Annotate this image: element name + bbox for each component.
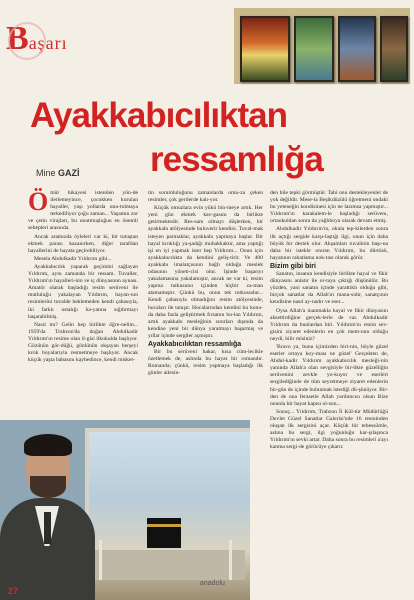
paragraph: tin sorumluluğunu zamanlarda omu-za çeken resimler, çok gerilerde kalı-yor. xyxy=(148,190,263,204)
paragraph: Bir bu serüveni bakar, kısa cüm-lecikle özetlemek de, aslında bu hayat bir romandır. Romanda; çünkü, resim yapmaya başladığı ilk günler ailesin- xyxy=(148,349,263,377)
paragraph: Sanatın, insanın kendisiyle birlikte hayal ve fikir dünyasını anlatır ile or-taya çıktığı düşünülür. Bu yüzden, yani sanatın içinde yarattıklı olduğu gibi, birçok sanatlar da Allah'ın mana-sıdır, sanatçının kendisine nasıl ay-nadır ve eser... xyxy=(270,271,388,306)
kaaba-band xyxy=(147,524,181,527)
article-column-1 xyxy=(28,187,138,420)
kaaba-painting xyxy=(85,428,250,600)
paragraph: Küçük omuzlara evin yükü bin-meye artık. Her yeni gün ekmek kav-gasını da birlikte getirmektedir. Res-sam olmayı düşlerken, bir ayakkabı atölyesinde buluverir kendini. Tuval-mak isteyen parmaklar, ayakkabı yapmaya başlar. Bir hayal kırıklığı ya-şadığı muhakkaktır, ama yaptığı işi en iyi yapmak ister hep Yıldırım... Onun için ayakkabıcılıkta da kendini geliş-tirir. Ve 400 ayakkabı imalatçısının bağlı olduğu meslek odasının yöneti-cisi olur. Işinde başarıyı yakalamasına yakalamıştır, ancak ne var ki, resim yapma tutkusunu içinden hiçbir za-man atamamıştır. Çünkü bu, onun tek tutkusudur... Kendi çabasıyla olmadığını resim atölyesinde, hocaları ile tanışır. Hocalarından kendini bu konu-da daha fazla geliştirmek fırsatını bu-lan Yıldırım, artık ayakkabı mesleğinin sınırları dışında da kendine yeni bir dünya yaratmayı başarmış ve yıllar içinde sergiler açmıştır. xyxy=(148,205,263,339)
paragraph: Sonuç... Yıldırım, Trabzon İl Kül-tür Müdürlüğü Devlet Güzel Sanatlar Galerisi'nde 16 resminden oluşan ilk sergisini açar. Küçük bir tebessümle, aslına bu sergi, ilgi yoğunluğu kar-şılaşınca Yıldırım'ın sevki artar. Daha sonra bu resimleri a'ayı kanma sergi-de görücüye çıkarır. xyxy=(270,408,388,451)
section-label-initial: B xyxy=(6,20,29,57)
author-last-name: GAZİ xyxy=(58,168,80,178)
paragraph: Ayakkabıcılık yaparak geçimini sağlayan Yıldırım, aynı zamanda bir ressam. Tuvaller, Yıldırım'ın hayalleri-nin ve iç dünyasının aynası. Amatör olarak başladığı resim serüveni ile mutluluğu yakalayan Yıldırım, hayatı-nın resimlerini tuvalde beklemeden kendi çabasıyla, iki farklı ustalığı ha-yatına sığdırmayı başarabilmiş. xyxy=(28,263,138,320)
wall-paintings-photo xyxy=(234,8,410,84)
subheading: Ayakkabıcılıktan ressamlığa xyxy=(148,340,242,348)
kaaba-shape xyxy=(147,518,181,548)
paragraph: Ancak aramızda öyleleri var ki, bir tutuştan ekmek parası kazanırken, diğer tarafdan hayallerini de hayata geçirebiliyor. xyxy=(28,233,138,254)
drop-cap: Ö xyxy=(28,187,49,216)
minaret xyxy=(99,540,102,580)
mosque-courtyard xyxy=(95,550,245,580)
paragraph: den bile tepki görmüştür. Tabi onu destekleyenler de yok değildir. Mese-la Beşikdüzülü öğretmeni ondaki bu yeteneğin kondisinesi için ne lazımsa yapmıştır... Yıldırım'ın karakalem-le başladığı serüvenı, ortaokuldan sonra da yağlıboya olarak devam etmiş. xyxy=(270,190,388,225)
painter-photo xyxy=(0,420,250,600)
painting-blue xyxy=(338,16,376,82)
author-byline xyxy=(36,168,80,178)
paragraph: 'Bravo ya, bunu içimizden biri-nin, böyle güzel eserler ortaya koy-ması ne güzel' Gerçekten de, Abdul-kadir Yıldırım ayakkabıcılık mesleği-nin yanında Allah'a olan sevgisiyle bir-likte güzelliğin serüvenini zevkle yo-kuyor ve eserleri sergilediğinde de tüm seyretmeye ziyaret edenlerin bir-gün de içinde bulunmak istediği dü-şünüyor. Bir-den de ona ferasetle Allah yardımcısı olsun Bize onunla bir hayat kapısı ol-sun... xyxy=(270,343,389,407)
man-hair xyxy=(24,434,72,456)
paragraph: Oysa Allah'a inanmakla hayal ve fikir dünyasını aksettirdiğine gerçek-lerle de var. Abdulkadir Yıldırım da bunlardan biri. Yıldırım'ın resim sev-gisini ziyaret edenlerin en çok mem-nun olduğu neydi, bilir misiniz? xyxy=(270,307,388,342)
decorative-swirl-icon xyxy=(8,22,46,60)
painting-dark xyxy=(380,16,408,82)
headline-line1: Ayakkabıcılıktan xyxy=(30,96,288,135)
paragraph: Nasıl mı? Gelin hep birlikte öğre-nelim... 1959'da Trabzon'da doğan Abdulkadir Yıldırım'ın resime olan il-gisi ilkokulda başlıyor. Gözünün gör-düğü, gönlünün okşayan herşeyi kırık boyalarıyla resmetmeye başlıyor. Ancak küçük yaşta babasını kaybedince, kendi misket- xyxy=(28,321,138,364)
author-first-name: Mine xyxy=(36,168,56,178)
painting-sunset xyxy=(240,16,290,82)
paragraph: Abdulkadir Yıldırım'ın, okula tep-kilerden sonra ilk açtığı sergide karşı-laştığı ilgi, onun için daha büyük bir destek olur. Akşamları tuvalinin başı-na daha bir istekle oturan Yıldırım, bu dürtüsü, hayatının rahatlama nok-tası olarak görür. xyxy=(270,226,388,261)
section-label-rest: aşarı xyxy=(28,33,68,53)
article-column-3 xyxy=(270,190,388,598)
minaret xyxy=(229,540,232,580)
page-number: 27 xyxy=(8,586,19,596)
painting-landscape xyxy=(294,16,334,82)
headline-line2: ressamlığa xyxy=(150,140,323,179)
man-beard xyxy=(30,476,66,498)
subheading: Bizim gibi biri xyxy=(270,262,316,270)
man-tie xyxy=(44,512,51,544)
magazine-logo: anadolu xyxy=(200,580,225,587)
section-label xyxy=(6,20,68,58)
paragraph: mür hikayesi istenilen yön-de ilerlemeyince, çocukken kurulan hayaller, yaşı yollarda unu-tulmaya terkediliyor çoğu zaman... Yaşamın zor ve çetin virajları, bu unutmuşluğun en önemli sebepleri arasında. xyxy=(28,190,138,232)
paragraph: Mesela Abdulkadir Yıldırım gibi... xyxy=(34,255,112,262)
